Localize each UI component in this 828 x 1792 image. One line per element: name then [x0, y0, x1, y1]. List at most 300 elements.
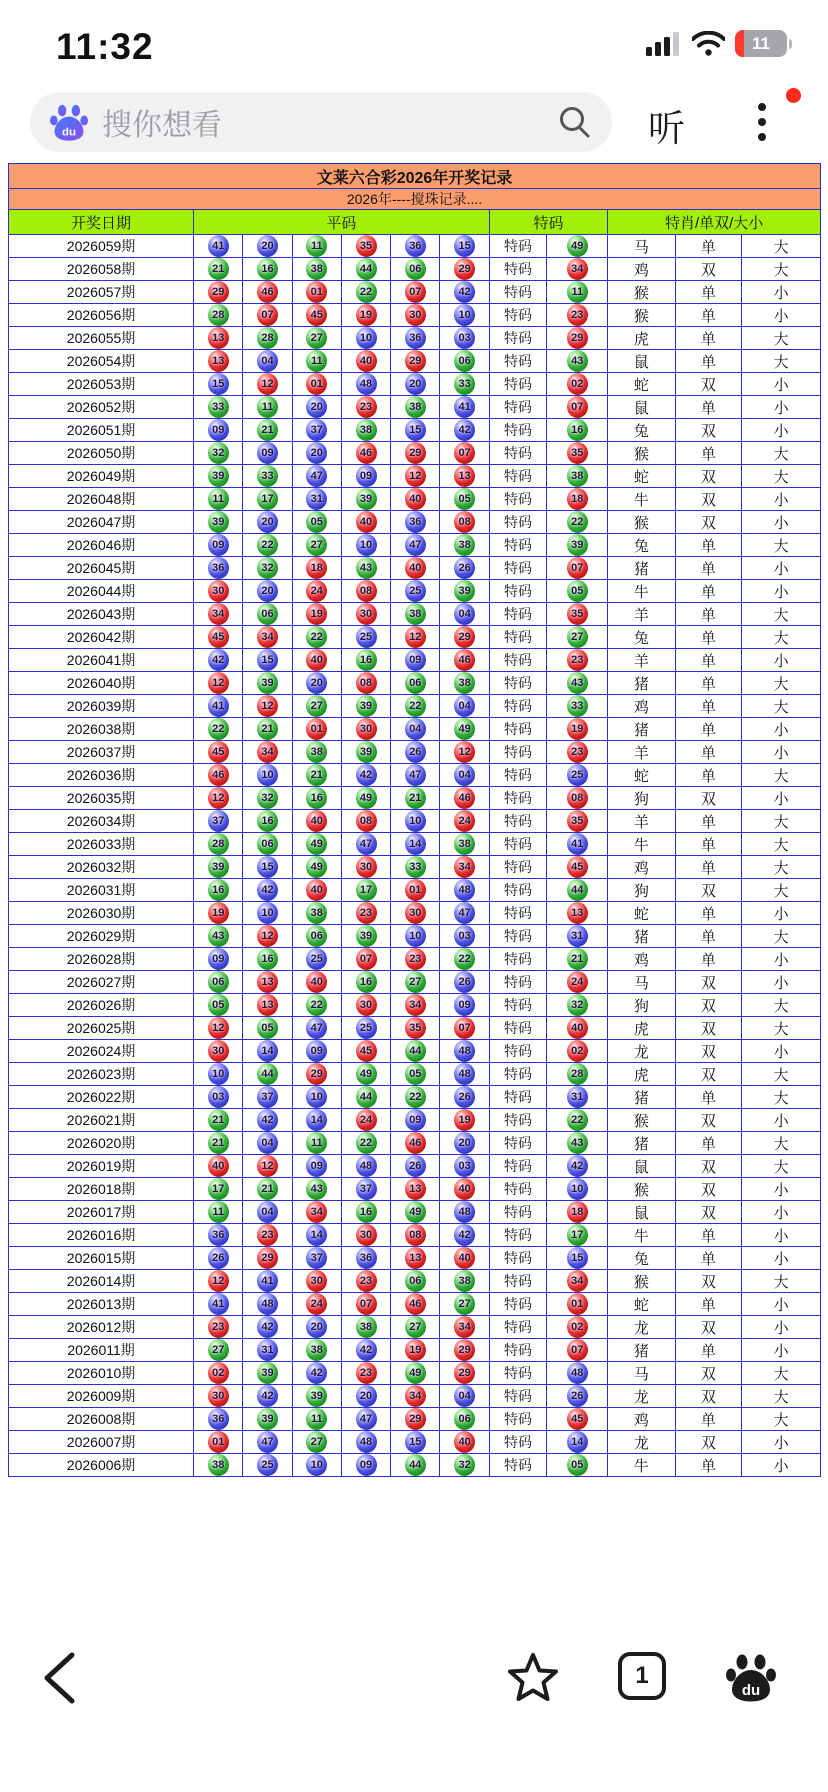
normal-ball-cell [243, 764, 292, 787]
normal-ball-cell [440, 1132, 489, 1155]
normal-ball-cell [243, 1086, 292, 1109]
lotto-ball: 48 [356, 373, 377, 395]
lotto-ball: 21 [257, 419, 278, 441]
normal-ball-cell [292, 971, 341, 994]
normal-ball-cell [292, 672, 341, 695]
special-label-cell: 特码 [489, 833, 547, 856]
lotto-ball: 27 [306, 1431, 327, 1453]
size-cell: 小 [742, 948, 821, 971]
special-ball-cell [547, 1017, 608, 1040]
normal-ball-cell [391, 787, 440, 810]
table-row [9, 1063, 821, 1086]
lotto-ball: 39 [356, 488, 377, 510]
normal-ball-cell [194, 833, 243, 856]
lotto-ball: 36 [405, 511, 426, 533]
status-icons [646, 30, 792, 57]
lotto-ball: 24 [306, 580, 327, 602]
normal-ball-cell [243, 741, 292, 764]
lotto-ball: 34 [454, 856, 475, 878]
normal-ball-cell [440, 971, 489, 994]
table-row [9, 1132, 821, 1155]
normal-ball-cell [194, 810, 243, 833]
special-ball-cell [547, 396, 608, 419]
special-lotto-ball: 10 [567, 1178, 588, 1200]
size-cell: 小 [742, 281, 821, 304]
back-button[interactable] [42, 1652, 76, 1704]
special-lotto-ball: 34 [567, 258, 588, 280]
normal-ball-cell [243, 1431, 292, 1454]
lotto-ball: 16 [208, 879, 229, 901]
special-ball-cell [547, 741, 608, 764]
special-lotto-ball: 16 [567, 419, 588, 441]
table-row [9, 925, 821, 948]
lotto-ball: 17 [356, 879, 377, 901]
normal-ball-cell [440, 1201, 489, 1224]
period-cell: 2026054期 [9, 350, 194, 373]
period-cell: 2026008期 [9, 1408, 194, 1431]
lotto-ball: 13 [454, 465, 475, 487]
normal-ball-cell [194, 1086, 243, 1109]
lotto-ball: 48 [454, 1063, 475, 1085]
normal-ball-cell [341, 1109, 390, 1132]
lotto-ball: 21 [208, 258, 229, 280]
parity-cell: 单 [675, 1224, 742, 1247]
table-row [9, 718, 821, 741]
lotto-ball: 22 [405, 695, 426, 717]
special-label-cell: 特码 [489, 925, 547, 948]
normal-ball-cell [292, 741, 341, 764]
size-cell: 大 [742, 1086, 821, 1109]
zodiac-cell: 蛇 [608, 764, 675, 787]
table-row [9, 327, 821, 350]
zodiac-cell: 鼠 [608, 1155, 675, 1178]
normal-ball-cell [194, 1224, 243, 1247]
special-lotto-ball: 14 [567, 1431, 588, 1453]
parity-cell: 单 [675, 741, 742, 764]
normal-ball-cell [341, 1201, 390, 1224]
period-cell: 2026047期 [9, 511, 194, 534]
size-cell: 大 [742, 925, 821, 948]
lotto-ball: 13 [208, 350, 229, 372]
special-lotto-ball: 13 [567, 902, 588, 924]
lotto-ball: 07 [454, 1017, 475, 1039]
lotto-ball: 29 [454, 258, 475, 280]
normal-ball-cell [243, 1040, 292, 1063]
lotto-ball: 15 [208, 373, 229, 395]
lotto-ball: 25 [356, 626, 377, 648]
normal-ball-cell [440, 373, 489, 396]
period-cell: 2026030期 [9, 902, 194, 925]
special-ball-cell [547, 442, 608, 465]
normal-ball-cell [341, 1040, 390, 1063]
lotto-ball: 09 [306, 1155, 327, 1177]
special-ball-cell [547, 994, 608, 1017]
zodiac-cell: 鸡 [608, 948, 675, 971]
normal-ball-cell [243, 994, 292, 1017]
normal-ball-cell [391, 1063, 440, 1086]
zodiac-cell: 狗 [608, 787, 675, 810]
lotto-ball: 43 [306, 1178, 327, 1200]
zodiac-cell: 马 [608, 1362, 675, 1385]
period-cell: 2026038期 [9, 718, 194, 741]
normal-ball-cell [440, 1293, 489, 1316]
lotto-ball: 22 [356, 1132, 377, 1154]
normal-ball-cell [440, 856, 489, 879]
lotto-ball: 04 [454, 1385, 475, 1407]
normal-ball-cell [341, 1339, 390, 1362]
special-label-cell: 特码 [489, 465, 547, 488]
results-table [8, 163, 821, 1477]
parity-cell: 单 [675, 764, 742, 787]
lotto-ball: 46 [405, 1132, 426, 1154]
special-lotto-ball: 48 [567, 1362, 588, 1384]
lotto-ball: 13 [208, 327, 229, 349]
special-label-cell: 特码 [489, 1431, 547, 1454]
normal-ball-cell [391, 1247, 440, 1270]
special-lotto-ball: 45 [567, 1408, 588, 1430]
normal-ball-cell [194, 718, 243, 741]
normal-ball-cell [194, 603, 243, 626]
normal-ball-cell [243, 327, 292, 350]
table-row [9, 1316, 821, 1339]
lotto-ball: 10 [257, 764, 278, 786]
special-label-cell: 特码 [489, 488, 547, 511]
special-ball-cell [547, 1316, 608, 1339]
normal-ball-cell [391, 603, 440, 626]
normal-ball-cell [194, 764, 243, 787]
normal-ball-cell [292, 925, 341, 948]
period-cell: 2026009期 [9, 1385, 194, 1408]
period-cell: 2026034期 [9, 810, 194, 833]
normal-ball-cell [243, 1385, 292, 1408]
normal-ball-cell [440, 1040, 489, 1063]
lotto-ball: 06 [306, 925, 327, 947]
table-row [9, 695, 821, 718]
special-label-cell: 特码 [489, 1017, 547, 1040]
zodiac-cell: 鼠 [608, 396, 675, 419]
search-icon[interactable] [558, 105, 592, 139]
lotto-ball: 40 [356, 350, 377, 372]
normal-ball-cell [292, 787, 341, 810]
lotto-ball: 07 [356, 1293, 377, 1315]
table-row [9, 488, 821, 511]
special-lotto-ball: 07 [567, 1339, 588, 1361]
normal-ball-cell [194, 925, 243, 948]
table-row [9, 810, 821, 833]
parity-cell: 双 [675, 1362, 742, 1385]
normal-ball-cell [341, 1408, 390, 1431]
listen-button[interactable]: 听 [648, 108, 685, 149]
special-label-cell: 特码 [489, 649, 547, 672]
special-label-cell: 特码 [489, 1132, 547, 1155]
normal-ball-cell [341, 1063, 390, 1086]
table-row [9, 626, 821, 649]
lotto-ball: 20 [306, 1316, 327, 1338]
lotto-ball: 25 [306, 948, 327, 970]
normal-ball-cell [440, 948, 489, 971]
normal-ball-cell [194, 994, 243, 1017]
lotto-ball: 27 [306, 534, 327, 556]
period-cell: 2026023期 [9, 1063, 194, 1086]
normal-ball-cell [440, 1270, 489, 1293]
size-cell: 小 [742, 1224, 821, 1247]
special-label-cell: 特码 [489, 879, 547, 902]
period-cell: 2026032期 [9, 856, 194, 879]
search-input[interactable] [30, 92, 612, 152]
special-ball-cell [547, 626, 608, 649]
normal-ball-cell [292, 994, 341, 1017]
zodiac-cell: 牛 [608, 488, 675, 511]
favorite-star-button[interactable] [506, 1652, 560, 1704]
special-label-cell: 特码 [489, 557, 547, 580]
normal-ball-cell [391, 511, 440, 534]
normal-ball-cell [341, 1431, 390, 1454]
normal-ball-cell [243, 258, 292, 281]
special-lotto-ball: 31 [567, 1086, 588, 1108]
special-lotto-ball: 28 [567, 1063, 588, 1085]
lotto-ball: 25 [257, 1454, 278, 1476]
lotto-ball: 43 [208, 925, 229, 947]
lotto-ball: 20 [306, 396, 327, 418]
special-label-cell: 特码 [489, 304, 547, 327]
normal-ball-cell [440, 603, 489, 626]
normal-ball-cell [440, 1339, 489, 1362]
normal-ball-cell [292, 1385, 341, 1408]
normal-ball-cell [243, 534, 292, 557]
lotto-ball: 05 [454, 488, 475, 510]
table-row [9, 281, 821, 304]
tab-count-button[interactable] [618, 1652, 666, 1700]
zodiac-cell: 鸡 [608, 258, 675, 281]
normal-ball-cell [292, 856, 341, 879]
special-label-cell: 特码 [489, 1408, 547, 1431]
more-menu-button[interactable] [742, 96, 782, 150]
special-ball-cell [547, 1270, 608, 1293]
parity-cell: 双 [675, 1316, 742, 1339]
normal-ball-cell [194, 511, 243, 534]
special-label-cell: 特码 [489, 1385, 547, 1408]
lotto-ball: 10 [454, 304, 475, 326]
normal-ball-cell [440, 1408, 489, 1431]
lotto-ball: 30 [405, 902, 426, 924]
lotto-ball: 47 [257, 1431, 278, 1453]
lotto-ball: 34 [405, 1385, 426, 1407]
lotto-ball: 28 [208, 833, 229, 855]
lotto-ball: 39 [454, 580, 475, 602]
size-cell: 大 [742, 994, 821, 1017]
period-cell: 2026058期 [9, 258, 194, 281]
table-row [9, 741, 821, 764]
lotto-ball: 26 [454, 1086, 475, 1108]
normal-ball-cell [292, 281, 341, 304]
special-label-cell: 特码 [489, 1224, 547, 1247]
special-lotto-ball: 31 [567, 925, 588, 947]
period-cell: 2026057期 [9, 281, 194, 304]
normal-ball-cell [391, 304, 440, 327]
normal-ball-cell [391, 902, 440, 925]
lotto-ball: 42 [454, 281, 475, 303]
lotto-ball: 46 [208, 764, 229, 786]
period-cell: 2026052期 [9, 396, 194, 419]
normal-ball-cell [243, 626, 292, 649]
lotto-ball: 09 [405, 1109, 426, 1131]
normal-ball-cell [440, 994, 489, 1017]
special-lotto-ball: 07 [567, 557, 588, 579]
normal-ball-cell [440, 511, 489, 534]
size-cell: 小 [742, 902, 821, 925]
normal-ball-cell [243, 1316, 292, 1339]
normal-ball-cell [292, 1017, 341, 1040]
lotto-ball: 42 [356, 764, 377, 786]
normal-ball-cell [292, 948, 341, 971]
lotto-ball: 49 [454, 718, 475, 740]
special-label-cell: 特码 [489, 258, 547, 281]
lotto-ball: 37 [356, 1178, 377, 1200]
normal-ball-cell [292, 396, 341, 419]
parity-cell: 单 [675, 235, 742, 258]
lotto-ball: 45 [208, 626, 229, 648]
normal-ball-cell [440, 557, 489, 580]
period-cell: 2026012期 [9, 1316, 194, 1339]
normal-ball-cell [194, 1362, 243, 1385]
lotto-ball: 20 [257, 235, 278, 257]
lotto-ball: 38 [454, 833, 475, 855]
table-row [9, 1270, 821, 1293]
parity-cell: 双 [675, 1178, 742, 1201]
lotto-ball: 11 [257, 396, 278, 418]
normal-ball-cell [292, 649, 341, 672]
normal-ball-cell [341, 971, 390, 994]
normal-ball-cell [341, 465, 390, 488]
normal-ball-cell [243, 902, 292, 925]
svg-text:du: du [741, 1682, 761, 1699]
normal-ball-cell [440, 1431, 489, 1454]
lotto-ball: 33 [208, 396, 229, 418]
lotto-ball: 20 [306, 442, 327, 464]
normal-ball-cell [243, 603, 292, 626]
special-lotto-ball: 49 [567, 235, 588, 257]
normal-ball-cell [341, 419, 390, 442]
period-cell: 2026006期 [9, 1454, 194, 1477]
table-row [9, 1040, 821, 1063]
lotto-ball: 29 [405, 442, 426, 464]
special-label-cell: 特码 [489, 994, 547, 1017]
lotto-ball: 15 [257, 856, 278, 878]
normal-ball-cell [341, 1086, 390, 1109]
lotto-ball: 44 [405, 1454, 426, 1476]
parity-cell: 单 [675, 1132, 742, 1155]
special-label-cell: 特码 [489, 948, 547, 971]
lotto-ball: 15 [405, 419, 426, 441]
normal-ball-cell [243, 396, 292, 419]
normal-ball-cell [391, 833, 440, 856]
normal-ball-cell [341, 235, 390, 258]
lotto-ball: 26 [405, 741, 426, 763]
period-cell: 2026024期 [9, 1040, 194, 1063]
baidu-home-button[interactable] [726, 1652, 776, 1702]
normal-ball-cell [391, 856, 440, 879]
lotto-ball: 07 [257, 304, 278, 326]
special-label-cell: 特码 [489, 350, 547, 373]
lotto-ball: 16 [257, 810, 278, 832]
normal-ball-cell [292, 1454, 341, 1477]
size-cell: 大 [742, 695, 821, 718]
lotto-ball: 34 [306, 1201, 327, 1223]
special-ball-cell [547, 1339, 608, 1362]
lotto-ball: 34 [454, 1316, 475, 1338]
special-lotto-ball: 21 [567, 948, 588, 970]
lotto-ball: 42 [208, 649, 229, 671]
table-row [9, 1155, 821, 1178]
normal-ball-cell [194, 1017, 243, 1040]
table-row [9, 994, 821, 1017]
lotto-ball: 46 [257, 281, 278, 303]
special-ball-cell [547, 672, 608, 695]
special-label-cell: 特码 [489, 695, 547, 718]
size-cell: 小 [742, 511, 821, 534]
normal-ball-cell [243, 1201, 292, 1224]
special-ball-cell [547, 764, 608, 787]
lotto-ball: 09 [356, 1454, 377, 1476]
size-cell: 大 [742, 534, 821, 557]
lotto-ball: 38 [306, 258, 327, 280]
parity-cell: 单 [675, 948, 742, 971]
special-ball-cell [547, 948, 608, 971]
lotto-ball: 16 [257, 948, 278, 970]
lotto-ball: 23 [356, 396, 377, 418]
normal-ball-cell [391, 925, 440, 948]
parity-cell: 双 [675, 1063, 742, 1086]
parity-cell: 单 [675, 534, 742, 557]
normal-ball-cell [440, 902, 489, 925]
parity-cell: 单 [675, 902, 742, 925]
size-cell: 小 [742, 971, 821, 994]
lotto-ball: 31 [306, 488, 327, 510]
special-ball-cell [547, 787, 608, 810]
normal-ball-cell [292, 350, 341, 373]
special-lotto-ball: 19 [567, 718, 588, 740]
header-zodiac-parity-size: 特肖/单双/大小 [608, 210, 821, 235]
normal-ball-cell [292, 1408, 341, 1431]
zodiac-cell: 蛇 [608, 1293, 675, 1316]
lotto-ball: 39 [208, 465, 229, 487]
lotto-ball: 10 [405, 925, 426, 947]
size-cell: 大 [742, 1408, 821, 1431]
lotto-ball: 48 [454, 1040, 475, 1062]
lotto-ball: 20 [306, 672, 327, 694]
table-row [9, 465, 821, 488]
normal-ball-cell [341, 718, 390, 741]
normal-ball-cell [440, 1109, 489, 1132]
lotto-ball: 12 [454, 741, 475, 763]
size-cell: 大 [742, 235, 821, 258]
normal-ball-cell [243, 833, 292, 856]
lotto-ball: 23 [405, 948, 426, 970]
lotto-ball: 30 [208, 1040, 229, 1062]
normal-ball-cell [194, 442, 243, 465]
special-ball-cell [547, 419, 608, 442]
normal-ball-cell [391, 373, 440, 396]
zodiac-cell: 龙 [608, 1040, 675, 1063]
lotto-ball: 42 [454, 419, 475, 441]
more-dot [758, 103, 766, 111]
normal-ball-cell [440, 465, 489, 488]
special-label-cell: 特码 [489, 810, 547, 833]
special-ball-cell [547, 1431, 608, 1454]
normal-ball-cell [391, 764, 440, 787]
normal-ball-cell [194, 1040, 243, 1063]
normal-ball-cell [391, 350, 440, 373]
